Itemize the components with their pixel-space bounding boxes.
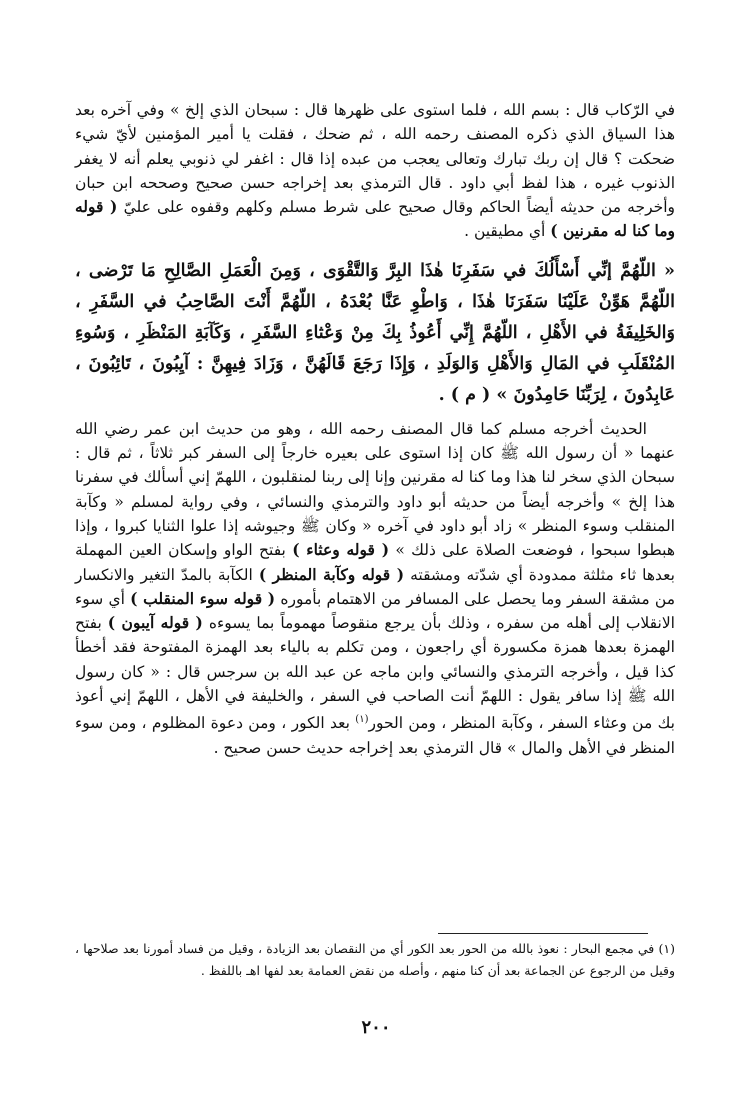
heading-wa-ma-kunna: ( قوله وما كنا له مقرنين ) <box>75 197 675 241</box>
supplication-text: « اللّهُمَّ إنِّي أَسْأَلُكَ في سَفَرِنَا هٰذَا البِرَّ وَالتَّقْوَى ، وَمِنَ الْعَمَلِ الصَّالِحِ مَا تَرْضى ، اللّهُمَّ هَوِّنْ عَلَيْنَا سَفَرَنَا هٰذَا ، وَاطْوِ عَنَّا بُعْدَهُ ، اللّهُمَّ أَنْتَ الصَّاحِبُ في السَّفَرِ ، وَالخَلِيفَةُ في الأَهْلِ ، اللّهُمَّ إِنِّي أَعُوذُ بِكَ مِنْ وَعْثاءِ السَّفَرِ ، وَكَآبَةِ المَنْظَرِ ، وَسُوءِ المُنْقَلَبِ في المَالِ وَالأَهْلِ وَالوَلَدِ ، وَإِذَا رَجَعَ قَالَهُنَّ ، وَزَادَ فِيهِنَّ : آيِبُونَ ، تَائِبُونَ ، عَابِدُونَ ، لِرَبِّنَا حَامِدُونَ » ( م ) . <box>75 260 675 405</box>
paragraph-2f: بعد الكور ، ومن دعوة المظلوم ، ومن سوء المنظر في الأهل والمال » قال الترمذي بعد إخراجه حديث حسن صحيح . <box>75 714 675 757</box>
footnote-text: (١) في مجمع البحار : نعوذ بالله من الحور بعد الكور أي من النقصان بعد الزيادة ، وقيل من فساد أمورنا بعد صلاحها ، وقيل من الرجوع عن الجماعة بعد أن كنا منهم ، وأصله من نقض العمامة بعد لفها اهـ باللفظ . <box>75 941 675 978</box>
heading-1-gloss: أي مطيقين . <box>464 222 551 241</box>
footnote-divider <box>438 933 648 934</box>
heading-kaaba: ( قوله وكآبة المنظر ) <box>258 564 405 584</box>
heading-munqalab: ( قوله سوء المنقلب ) <box>130 588 276 608</box>
main-text <box>75 98 675 760</box>
heading-wathaa: ( قوله وعثاء ) <box>292 540 390 560</box>
paragraph-1-text: في الرّكاب قال : بسم الله ، فلما استوى على ظهرها قال : سبحان الذي إلخ » وفي آخره بعد هذا السياق الذي ذكره المصنف رحمه الله ، ثم ضحك ، فقلت يا أمير المؤمنين لأيّ شيء ضحكت ؟ قال إن ربك تبارك وتعالى يعجب من عبده إذا قال : اغفر لي ذنوبي يعلم أنه لا يغفر الذنوب غيره ، هذا لفظ أبي داود . قال الترمذي بعد إخراجه حسن صحيح وصححه ابن حبان وأخرجه من حديثه أيضاً الحاكم وقال صحيح على شرط مسلم وكلهم وقفوه على عليّ <box>75 101 675 217</box>
paragraph-2d: أي سوء الانقلاب إلى أهله من سفره ، وذلك بأن يرجع منقوصاً مهموماً بما يسوءه <box>75 589 675 633</box>
footnote <box>75 938 675 982</box>
paragraph-1 <box>75 98 675 244</box>
page-number: ٢٠٠ <box>361 1017 391 1038</box>
paragraph-2 <box>75 417 675 760</box>
paragraph-2a: الحديث أخرجه مسلم كما قال المصنف رحمه الله ، وهو من حديث ابن عمر رضي الله عنهما « أن رسول الله ﷺ كان إذا استوى على بعيره خارجاً إلى السفر كبر ثلاثاً ، ثم قال : سبحان الذي سخر لنا هذا وما كنا له مقرنين وإنا إلى ربنا لمنقلبون ، اللهمّ إني أسألك في سفرنا هذا إلخ » وأخرجه أيضاً من حديثه أبو داود والترمذي والنسائي ، وفي رواية لمسلم « وكآبة المنقلب وسوء المنظر » زاد أبو داود في آخره « وكان ﷺ وجيوشه إذا علوا الثنايا كبروا ، وإذا هبطوا سبحوا ، فوضعت الصلاة على ذلك » <box>75 419 675 560</box>
paragraph-2b: بفتح الواو وإسكان العين المهملة بعدها ثاء مثلثة ممدودة أي شدّته ومشقته <box>75 541 675 584</box>
heading-ayibun: ( قوله آيبون ) <box>107 613 203 633</box>
paragraph-2c: الكآبة بالمدّ التغير والانكسار من مشقة السفر وما يحصل على المسافر من الاهتمام بأموره <box>75 565 675 608</box>
paragraph-2e: بفتح الهمزة بعدها همزة مكسورة أي راجعون ، ومن تكلم به بالياء بعد الهمزة المفتوحة فقد أخطأ كذا قيل ، وأخرجه الترمذي والنسائي وابن ماجه عن عبد الله بن سرجس قال : « كان رسول الله ﷺ إذا سافر يقول : اللهمّ أنت الصاحب في السفر ، والخليفة في الأهل ، اللهمّ إني أعوذ بك من وعثاء السفر ، وكآبة المنظر ، ومن الحور <box>75 614 675 733</box>
footnote-reference: (١) <box>355 714 369 726</box>
